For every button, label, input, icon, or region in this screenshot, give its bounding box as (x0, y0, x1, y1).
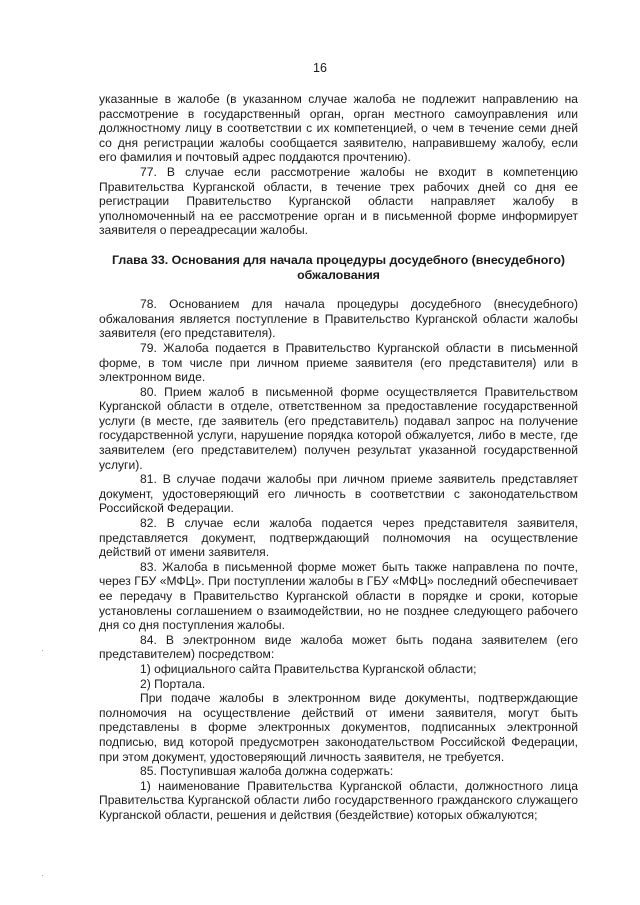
paragraph-continuation: указанные в жалобе (в указанном случае жалоба не подлежит направлению на рассмотрение в государственный орган, орган местного самоуправления или должностному лицу в соответствии с их компетенцией, о чем в течение семи дней со дня регистрации жалобы сообщается заявителю, направившему жалобу, если его фамилия и почтовый адрес поддаются прочтению). (99, 92, 578, 165)
chapter-heading: Глава 33. Основания для начала процедуры досудебного (внесудебного) обжалования (111, 252, 566, 282)
spacer (99, 282, 578, 297)
paragraph-81: 81. В случае подачи жалобы при личном приеме заявитель представляет документ, удостоверяющий его личность в соответствии с законодательством Российской Федерации. (99, 472, 578, 516)
paragraph-85: 85. Поступившая жалоба должна содержать: (140, 764, 394, 779)
paragraph-78: 78. Основанием для начала процедуры досудебного (внесудебного) обжалования является поступление в Правительство Курганской области жалобы заявителя (его представителя). (99, 297, 578, 341)
paragraph-77: 77. В случае если рассмотрение жалобы не входит в компетенцию Правительства Курганской области, в течение трех рабочих дней со дня ее регистрации Правительство Курганской области направляет жалобу в уполномоченный на ее рассмотрение орган и в письменной форме информирует заявителя о переадресации жалобы. (99, 164, 578, 238)
paragraph-84: 84. В электронном виде жалоба может быть подана заявителем (его представителем) посредством: (99, 632, 578, 662)
paragraph-84-note: При подаче жалобы в электронном виде документы, подтверждающие полномочия на осуществление действий от имени заявителя, могут быть представлены в форме электронных документов, подписанных электронной подписью, вид которой предусмотрен законодательством Российской Федерации, при этом документ, удостоверяющий личность заявителя, не требуется. (99, 691, 578, 764)
scan-dot: · (41, 645, 44, 655)
document-body (99, 92, 578, 823)
page-number: 16 (313, 61, 327, 75)
spacer (99, 238, 578, 253)
paragraph-82: 82. В случае если жалоба подается через представителя заявителя, представляется документ, подтверждающий полномочия на осуществление действий от имени заявителя. (99, 516, 578, 560)
paragraph-84-item-1: 1) официального сайта Правительства Курганской области; (140, 661, 477, 676)
scan-dot: · (41, 870, 44, 880)
paragraph-83: 83. Жалоба в письменной форме может быть также направлена по почте, через ГБУ «МФЦ». При поступлении жалобы в ГБУ «МФЦ» последний обеспечивает ее передачу в Правительство Курганской области в порядке и сроки, которые установлены соглашением о взаимодействии, но не позднее следующего рабочего дня со дня поступления жалобы. (99, 559, 578, 633)
paragraph-84-item-2: 2) Портала. (140, 676, 206, 691)
paragraph-85-item-1: 1) наименование Правительства Курганской области, должностного лица Правительства Курганской области либо государственного гражданского служащего Курганской области, решения и действия (бездействие) которых обжалуются; (99, 778, 578, 822)
paragraph-79: 79. Жалоба подается в Правительство Курганской области в письменной форме, в том числе при личном приеме заявителя (его представителя) или в электронном виде. (99, 340, 578, 385)
paragraph-80: 80. Прием жалоб в письменной форме осуществляется Правительством Курганской области в отделе, ответственном за предоставление государственной услуги (в месте, где заявитель (его представитель) подавал запрос на получение государственной услуги, нарушение порядка которой обжалуется, либо в месте, где заявителем (его представителем) получен результат указанной государственной услуги). (99, 384, 578, 472)
